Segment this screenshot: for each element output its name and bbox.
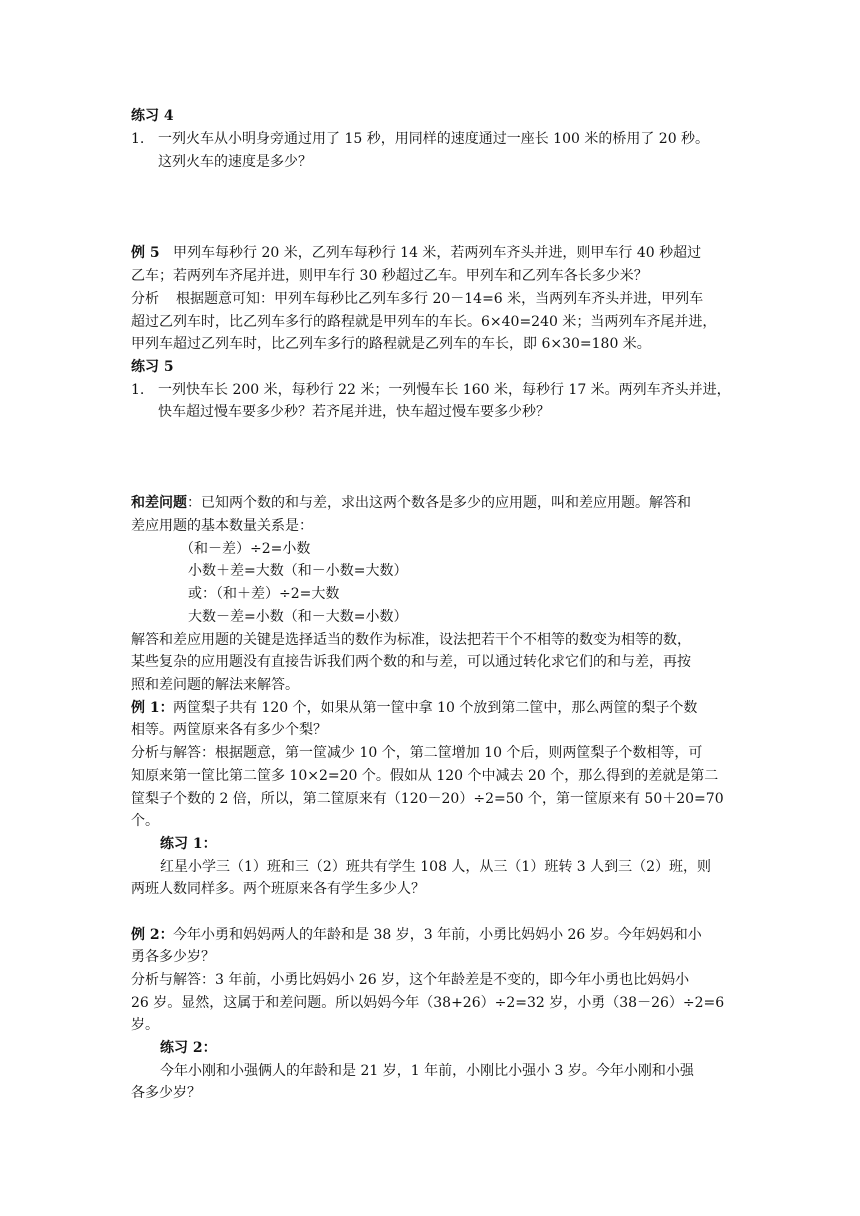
exercise-5-heading: 练习 5: [131, 359, 174, 375]
formula-3: 或：（和＋差）÷2=大数: [188, 586, 340, 602]
example-5-analysis-line-2: 超过乙列车时，比乙列车多行的路程就是甲列车的车长。6×40=240 米；当两列车齐尾并进，: [131, 314, 717, 330]
practice-2-line-2: 各多少岁？: [131, 1085, 201, 1101]
exercise-5-item-number: 1.: [131, 382, 145, 398]
practice-2-heading: 练习 2：: [160, 1040, 217, 1056]
practice-1-line-2: 两班人数同样多。两个班原来各有学生多少人？: [131, 881, 425, 897]
sum-difference-definition-text: ：已知两个数的和与差，求出这两个数各是多少的应用题，叫和差应用题。解答和: [187, 495, 691, 511]
example-1-line-1: 两筐梨子共有 120 个，如果从第一筐中拿 10 个放到第二筐中，那么两筐的梨子个数: [173, 700, 698, 716]
example-1-analysis-line-4: 个。: [131, 813, 159, 829]
key-point-line-1: 解答和差应用题的关键是选择适当的数作为标准，设法把若干个不相等的数变为相等的数，: [131, 632, 691, 648]
example-2-label: 例 2：: [131, 927, 174, 943]
practice-1-heading: 练习 1：: [160, 836, 217, 852]
example-5-analysis-line-3: 甲列车超过乙列车时，比乙列车多行的路程就是乙列车的车长，即 6×30=180 米。: [131, 336, 651, 352]
example-5-analysis-line-1: 根据题意可知：甲列车每秒比乙列车多行 20－14=6 米，当两列车齐头并进，甲列车: [176, 291, 704, 307]
sum-difference-definition-line-2: 差应用题的基本数量关系是：: [131, 518, 313, 534]
exercise-5-item-line-2: 快车超过慢车要多少秒？若齐尾并进，快车超过慢车要多少秒？: [158, 404, 550, 420]
example-1-label: 例 1：: [131, 700, 174, 716]
example-1-line-2: 相等。两筐原来各有多少个梨？: [131, 722, 327, 738]
example-5-line-1: 甲列车每秒行 20 米，乙列车每秒行 14 米，若两列车齐头并进，则甲车行 40 秒超过: [173, 245, 702, 261]
formula-1: （和－差）÷2=小数: [180, 541, 311, 557]
sum-difference-term: 和差问题: [131, 495, 187, 511]
exercise-4-item-number: 1.: [131, 131, 145, 147]
example-2-analysis-line-1: 分析与解答：3 年前，小勇比妈妈小 26 岁，这个年龄差是不变的，即今年小勇也比妈妈小: [131, 972, 690, 988]
example-1-analysis-line-1: 分析与解答：根据题意，第一筐减少 10 个，第二筐增加 10 个后，则两筐梨子个数相等，可: [131, 745, 703, 761]
key-point-line-3: 照和差问题的解法来解答。: [131, 677, 299, 693]
key-point-line-2: 某些复杂的应用题没有直接告诉我们两个数的和与差，可以通过转化求它们的和与差，再按: [131, 654, 691, 670]
sum-difference-definition-line-1: [131, 493, 691, 513]
example-2-analysis-line-3: 岁。: [131, 1017, 159, 1033]
exercise-4-heading: 练习 4: [131, 108, 174, 124]
practice-2-line-1: 今年小刚和小强俩人的年龄和是 21 岁，1 年前，小刚比小强小 3 岁。今年小刚和小强: [160, 1063, 694, 1079]
exercise-4-item-line-1: 一列火车从小明身旁通过用了 15 秒，用同样的速度通过一座长 100 米的桥用了 20 秒。: [158, 131, 710, 147]
example-2-line-2: 勇各多少岁？: [131, 949, 215, 965]
example-5-label: 例 5: [131, 245, 160, 261]
example-2-analysis-line-2: 26 岁。显然，这属于和差问题。所以妈妈今年（38+26）÷2=32 岁，小勇（38－26）÷2=6: [131, 995, 725, 1011]
example-1-analysis-line-3: 筐梨子个数的 2 倍，所以，第二筐原来有（120－20）÷2=50 个，第一筐原来有 50＋20=70: [131, 791, 724, 807]
example-5-analysis-label: 分析: [131, 291, 159, 307]
formula-4: 大数－差=小数（和－大数=小数）: [188, 609, 408, 625]
exercise-4-item-line-2: 这列火车的速度是多少？: [158, 154, 312, 170]
practice-1-line-1: 红星小学三（1）班和三（2）班共有学生 108 人，从三（1）班转 3 人到三（2）班，则: [160, 859, 712, 875]
example-5-line-2: 乙车；若两列车齐尾并进，则甲车行 30 秒超过乙车。甲列车和乙列车各长多少米？: [131, 268, 648, 284]
example-2-line-1: 今年小勇和妈妈两人的年龄和是 38 岁，3 年前，小勇比妈妈小 26 岁。今年妈妈和小: [173, 927, 702, 943]
formula-2: 小数＋差=大数（和－小数=大数）: [188, 563, 408, 579]
exercise-5-item-line-1: 一列快车长 200 米，每秒行 22 米；一列慢车长 160 米，每秒行 17 米。两列车齐头并进，: [158, 382, 731, 398]
example-1-analysis-line-2: 知原来第一筐比第二筐多 10×2=20 个。假如从 120 个中减去 20 个，那么得到的差就是第二: [131, 768, 719, 784]
